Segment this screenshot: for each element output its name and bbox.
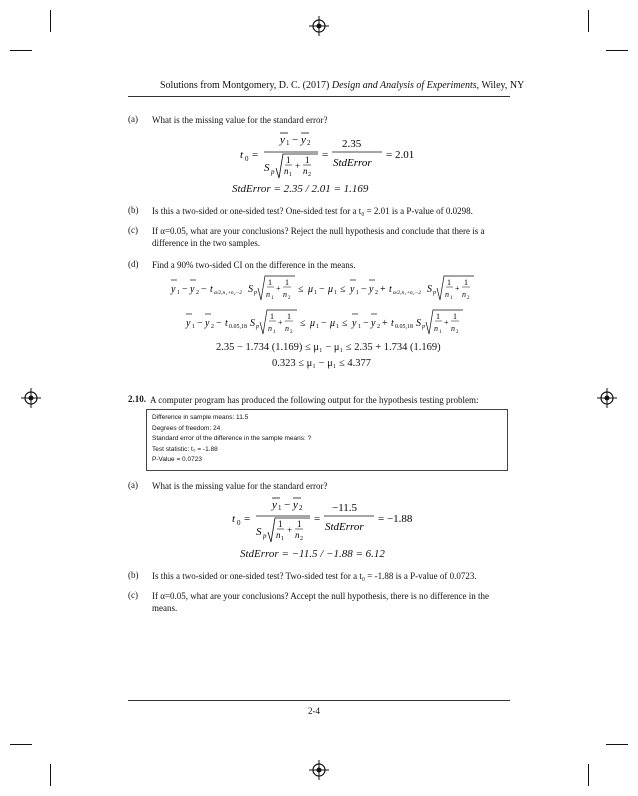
svg-text:t: t xyxy=(389,284,392,295)
svg-text:y: y xyxy=(371,318,376,329)
answer-text: Is this a two-sided or one-sided test? Two-sided test for a t₀ = -1.88 is a P-value of 0.0723. xyxy=(152,571,477,581)
svg-text:1: 1 xyxy=(286,139,290,147)
item-label: (b) xyxy=(128,570,139,580)
svg-text:0: 0 xyxy=(237,519,241,527)
t-numerator-2: −11.5 xyxy=(332,502,358,514)
svg-text:n: n xyxy=(434,324,438,333)
svg-text:≤: ≤ xyxy=(342,318,348,329)
question-text: What is the missing value for the standard error? xyxy=(152,481,328,491)
output-line: Difference in sample means: 11.5 xyxy=(152,414,249,421)
svg-text:−: − xyxy=(292,134,299,146)
svg-text:+: + xyxy=(276,284,281,293)
svg-text:0: 0 xyxy=(245,155,249,163)
stderror-equation-2: StdError = −11.5 / −1.88 = 6.12 xyxy=(240,548,385,560)
svg-text:2: 2 xyxy=(456,330,459,335)
svg-text:n: n xyxy=(284,166,289,176)
svg-text:S: S xyxy=(416,318,421,329)
header-book-title: Design and Analysis of Experiments xyxy=(331,80,477,91)
svg-text:−: − xyxy=(182,284,188,295)
svg-text:μ: μ xyxy=(310,318,316,329)
svg-text:2: 2 xyxy=(377,324,380,330)
svg-text:t: t xyxy=(232,513,236,525)
svg-text:S: S xyxy=(248,284,253,295)
svg-text:α/2,n₁+n₂−2: α/2,n₁+n₂−2 xyxy=(393,290,422,296)
problem-statement: A computer program has produced the following output for the hypothesis testing problem: xyxy=(150,395,479,405)
svg-text:t: t xyxy=(210,284,213,295)
svg-text:t: t xyxy=(225,318,228,329)
header-rule xyxy=(128,96,510,97)
registration-mark-icon xyxy=(309,760,329,780)
crop-mark xyxy=(606,50,628,51)
svg-text:1: 1 xyxy=(297,519,302,529)
svg-text:y: y xyxy=(369,284,374,295)
output-line: Degrees of freedom: 24 xyxy=(152,424,221,432)
answer-text: means. xyxy=(152,603,178,613)
svg-text:n: n xyxy=(451,324,455,333)
svg-text:−: − xyxy=(319,284,325,295)
page-number: 2-4 xyxy=(308,706,320,716)
svg-text:n: n xyxy=(268,324,272,333)
svg-text:2: 2 xyxy=(307,139,311,147)
crop-mark xyxy=(606,744,628,745)
stderror-equation: StdError = 2.35 / 2.01 = 1.169 xyxy=(232,183,369,195)
t-result: = 2.01 xyxy=(386,149,415,161)
registration-mark-icon xyxy=(21,388,41,408)
svg-text:≤: ≤ xyxy=(300,318,306,329)
svg-text:1: 1 xyxy=(464,278,468,287)
svg-text:μ: μ xyxy=(330,318,336,329)
svg-text:1: 1 xyxy=(439,330,442,335)
svg-text:=: = xyxy=(314,513,321,525)
t-denominator: StdError xyxy=(333,157,372,169)
footer-rule xyxy=(128,700,510,701)
svg-text:y: y xyxy=(293,499,298,511)
svg-text:1: 1 xyxy=(305,155,310,165)
t-statistic-equation xyxy=(240,126,440,186)
svg-text:2: 2 xyxy=(299,504,303,512)
svg-text:p: p xyxy=(254,290,257,296)
svg-text:n: n xyxy=(285,324,289,333)
header-suffix: , Wiley, NY xyxy=(476,80,525,91)
svg-text:p: p xyxy=(256,324,259,330)
svg-text:p: p xyxy=(271,168,275,176)
svg-text:y: y xyxy=(190,284,195,295)
item-label: (d) xyxy=(128,259,139,269)
item-label: (b) xyxy=(128,205,139,215)
output-line: Standard error of the difference in the sample means: ? xyxy=(152,435,312,442)
svg-text:1: 1 xyxy=(177,290,180,296)
svg-text:2: 2 xyxy=(300,536,303,542)
t-statistic-equation-2 xyxy=(232,492,432,552)
svg-text:1: 1 xyxy=(447,278,451,287)
svg-text:=: = xyxy=(322,149,329,161)
output-line: P-Value = 0.0723 xyxy=(152,456,202,463)
svg-text:1: 1 xyxy=(358,324,361,330)
svg-text:+: + xyxy=(382,318,388,329)
svg-text:1: 1 xyxy=(273,330,276,335)
svg-text:2: 2 xyxy=(288,296,291,301)
item-label: (c) xyxy=(128,590,138,600)
svg-text:α/2,n₁+n₂−2: α/2,n₁+n₂−2 xyxy=(214,290,243,296)
svg-text:y: y xyxy=(280,134,285,146)
item-label: (c) xyxy=(128,225,138,235)
svg-text:2: 2 xyxy=(290,330,293,335)
svg-text:n: n xyxy=(276,530,281,540)
svg-text:0.05,18: 0.05,18 xyxy=(229,324,247,330)
svg-text:2: 2 xyxy=(308,172,311,178)
question-text: What is the missing value for the standard error? xyxy=(152,115,328,125)
svg-text:−: − xyxy=(197,318,203,329)
svg-text:1: 1 xyxy=(436,312,440,321)
header-prefix: Solutions from Montgomery, D. C. (2017) xyxy=(160,80,332,91)
svg-text:≤: ≤ xyxy=(340,284,346,295)
svg-text:+: + xyxy=(278,318,283,327)
svg-text:2: 2 xyxy=(467,296,470,301)
svg-text:+: + xyxy=(455,284,460,293)
svg-text:n: n xyxy=(295,530,300,540)
svg-text:p: p xyxy=(263,532,267,540)
svg-text:y: y xyxy=(205,318,210,329)
svg-text:2: 2 xyxy=(375,290,378,296)
svg-text:y: y xyxy=(171,284,176,295)
svg-text:0.05,18: 0.05,18 xyxy=(395,324,413,330)
svg-text:1: 1 xyxy=(314,290,317,296)
ci-equation-general xyxy=(165,272,510,306)
svg-text:n: n xyxy=(445,290,449,299)
svg-text:1: 1 xyxy=(281,536,284,542)
svg-text:≤: ≤ xyxy=(298,284,304,295)
svg-text:n: n xyxy=(303,166,308,176)
t-denominator-2: StdError xyxy=(325,521,364,533)
svg-text:S: S xyxy=(250,318,255,329)
svg-text:1: 1 xyxy=(289,172,292,178)
svg-text:=: = xyxy=(244,513,251,525)
crop-mark xyxy=(10,50,32,51)
ci-equation-numeric: 2.35 − 1.734 (1.169) ≤ μ₁ − μ₁ ≤ 2.35 + 1.734 (1.169) xyxy=(216,342,441,353)
crop-mark xyxy=(588,10,589,32)
t-result-2: = −1.88 xyxy=(378,513,413,525)
svg-text:+: + xyxy=(287,525,293,535)
svg-text:p: p xyxy=(422,324,425,330)
svg-text:t: t xyxy=(240,149,244,161)
item-label: (a) xyxy=(128,480,138,490)
svg-text:1: 1 xyxy=(278,519,283,529)
ci-equation-numeric-t xyxy=(180,306,480,340)
answer-text: Is this a two-sided or one-sided test? One-sided test for a t₀ = 2.01 is a P-value of 0.0298. xyxy=(152,206,473,216)
svg-text:n: n xyxy=(266,290,270,299)
svg-text:1: 1 xyxy=(271,296,274,301)
svg-text:y: y xyxy=(272,499,277,511)
program-output-box xyxy=(146,409,508,471)
svg-text:1: 1 xyxy=(278,504,282,512)
svg-text:1: 1 xyxy=(336,324,339,330)
answer-text: difference in the two samples. xyxy=(152,238,261,248)
svg-text:y: y xyxy=(301,134,306,146)
svg-text:−: − xyxy=(216,318,222,329)
svg-text:y: y xyxy=(350,284,355,295)
svg-text:1: 1 xyxy=(270,312,274,321)
running-header xyxy=(160,80,524,91)
output-line: Test statistic: t₀ = -1.88 xyxy=(152,445,218,453)
svg-text:−: − xyxy=(201,284,207,295)
svg-text:t: t xyxy=(391,318,394,329)
svg-text:1: 1 xyxy=(286,155,291,165)
svg-text:=: = xyxy=(252,149,259,161)
svg-text:−: − xyxy=(321,318,327,329)
crop-mark xyxy=(10,744,32,745)
svg-text:−: − xyxy=(361,284,367,295)
svg-text:S: S xyxy=(256,526,262,538)
svg-text:2: 2 xyxy=(196,290,199,296)
ci-result: 0.323 ≤ μ₁ − μ₁ ≤ 4.377 xyxy=(272,358,372,369)
registration-mark-icon xyxy=(309,16,329,36)
svg-text:+: + xyxy=(380,284,386,295)
problem-number: 2.10. xyxy=(128,394,146,404)
svg-text:y: y xyxy=(352,318,357,329)
svg-text:1: 1 xyxy=(453,312,457,321)
svg-text:y: y xyxy=(186,318,191,329)
t-numerator: 2.35 xyxy=(342,138,362,150)
svg-text:1: 1 xyxy=(316,324,319,330)
svg-text:μ: μ xyxy=(328,284,334,295)
svg-text:1: 1 xyxy=(192,324,195,330)
svg-text:1: 1 xyxy=(334,290,337,296)
crop-mark xyxy=(50,10,51,32)
svg-text:+: + xyxy=(444,318,449,327)
answer-text: If α=0.05, what are your conclusions? Reject the null hypothesis and conclude that there is a xyxy=(152,226,485,236)
svg-text:2: 2 xyxy=(211,324,214,330)
crop-mark xyxy=(588,764,589,786)
svg-text:−: − xyxy=(284,499,291,511)
svg-text:S: S xyxy=(427,284,432,295)
answer-text: If α=0.05, what are your conclusions? Accept the null hypothesis, there is no difference in the xyxy=(152,591,490,601)
svg-text:n: n xyxy=(283,290,287,299)
registration-mark-icon xyxy=(597,388,617,408)
svg-text:−: − xyxy=(363,318,369,329)
svg-text:μ: μ xyxy=(308,284,314,295)
item-label: (a) xyxy=(128,114,138,124)
svg-text:S: S xyxy=(264,162,270,174)
svg-text:1: 1 xyxy=(450,296,453,301)
svg-text:p: p xyxy=(433,290,436,296)
svg-text:1: 1 xyxy=(285,278,289,287)
svg-text:1: 1 xyxy=(268,278,272,287)
crop-mark xyxy=(50,764,51,786)
question-text: Find a 90% two-sided CI on the difference in the means. xyxy=(152,260,356,270)
svg-text:n: n xyxy=(462,290,466,299)
svg-text:+: + xyxy=(295,161,301,171)
svg-text:1: 1 xyxy=(356,290,359,296)
svg-text:1: 1 xyxy=(287,312,291,321)
